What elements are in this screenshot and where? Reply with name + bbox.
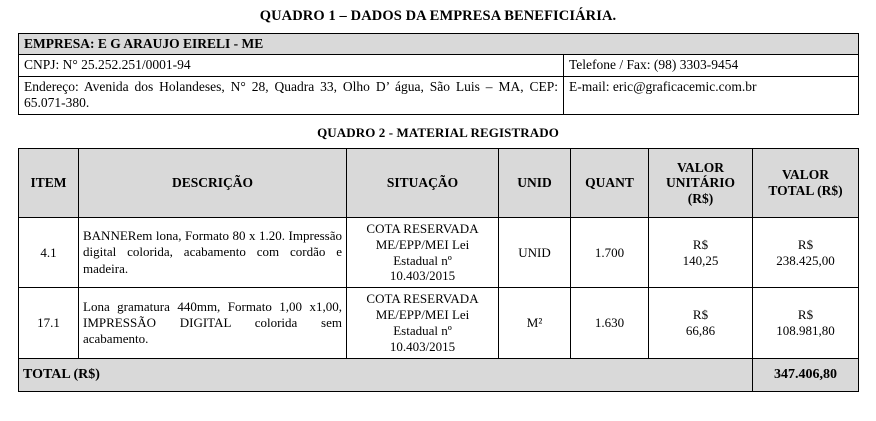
column-header-descricao: DESCRIÇÃO (79, 148, 347, 217)
cell-descricao: BANNERem lona, Formato 80 x 1.20. Impressão digital colorida, acabamento com cordão e madeira. (79, 217, 347, 287)
cell-valor-unitario-currency: R$ (692, 307, 709, 323)
table-row (19, 288, 859, 358)
quadro2-heading: QUADRO 2 - MATERIAL REGISTRADO (317, 124, 559, 140)
cell-situacao-line4: 10.403/2015 (389, 268, 456, 284)
table-row (19, 76, 859, 114)
quadro1-heading: QUADRO 1 – DADOS DA EMPRESA BENEFICIÁRIA. (259, 8, 617, 24)
column-header-item: ITEM (19, 148, 79, 217)
column-header-valor-total-line1: VALOR (781, 167, 829, 183)
cell-valor-unitario-currency: R$ (692, 236, 709, 252)
cell-item: 17.1 (19, 288, 79, 358)
cell-valor-total-currency: R$ (797, 236, 814, 252)
cell-valor-total-amount: 238.425,00 (776, 252, 835, 268)
quadro2-table (18, 148, 859, 392)
total-label: TOTAL (R$) (19, 358, 753, 391)
cell-item: 4.1 (19, 217, 79, 287)
cell-valor-total-amount: 108.981,80 (776, 323, 835, 339)
cell-quant: 1.630 (571, 288, 649, 358)
cnpj-cell: CNPJ: N° 25.252.251/0001-94 (19, 55, 564, 76)
column-header-valor-unitario (649, 148, 753, 217)
quadro1-table (18, 33, 859, 115)
cell-valor-unitario-amount: 140,25 (682, 252, 719, 268)
column-header-valor-total (753, 148, 859, 217)
table-row (19, 217, 859, 287)
column-header-situacao: SITUAÇÃO (347, 148, 499, 217)
total-value: 347.406,80 (753, 358, 859, 391)
cell-valor-unitario (649, 288, 753, 358)
cell-situacao (347, 288, 499, 358)
column-header-quant: QUANT (571, 148, 649, 217)
cell-situacao-line2: ME/EPP/MEI Lei (375, 307, 470, 323)
cell-valor-unitario-amount: 66,86 (685, 323, 716, 339)
column-header-unid: UNID (499, 148, 571, 217)
cell-valor-total (753, 217, 859, 287)
cell-valor-total-currency: R$ (797, 307, 814, 323)
table-row (19, 34, 859, 55)
cell-situacao-line4: 10.403/2015 (389, 338, 456, 354)
column-header-valor-total-line2: TOTAL (R$) (768, 182, 843, 198)
cell-situacao-line3: Estadual nº (393, 323, 452, 339)
table-header-row (19, 148, 859, 217)
cell-situacao-line2: ME/EPP/MEI Lei (375, 236, 470, 252)
cell-valor-total (753, 288, 859, 358)
cell-unid: M² (499, 288, 571, 358)
document-page (0, 8, 876, 421)
column-header-valor-unitario-line1: VALOR (676, 159, 724, 175)
cell-situacao-line1: COTA RESERVADA (366, 220, 479, 236)
cell-situacao-line1: COTA RESERVADA (366, 291, 479, 307)
email-cell: E-mail: eric@graficacemic.com.br (564, 76, 859, 114)
cell-descricao: Lona gramatura 440mm, Formato 1,00 x1,00, IMPRESSÃO DIGITAL colorida sem acabamento. (79, 288, 347, 358)
column-header-valor-unitario-line2: UNITÁRIO (665, 175, 735, 191)
cell-quant: 1.700 (571, 217, 649, 287)
table-row (19, 55, 859, 76)
empresa-cell: EMPRESA: E G ARAUJO EIRELI - ME (19, 34, 859, 55)
table-total-row (19, 358, 859, 391)
cell-unid: UNID (499, 217, 571, 287)
cell-valor-unitario (649, 217, 753, 287)
cell-situacao-line3: Estadual nº (393, 252, 452, 268)
telefone-cell: Telefone / Fax: (98) 3303-9454 (564, 55, 859, 76)
column-header-valor-unitario-line3: (R$) (687, 190, 714, 206)
cell-situacao (347, 217, 499, 287)
endereco-cell: Endereço: Avenida dos Holandeses, N° 28, Quadra 33, Olho D’ água, São Luis – MA, CEP: 65.071-380. (19, 76, 564, 114)
